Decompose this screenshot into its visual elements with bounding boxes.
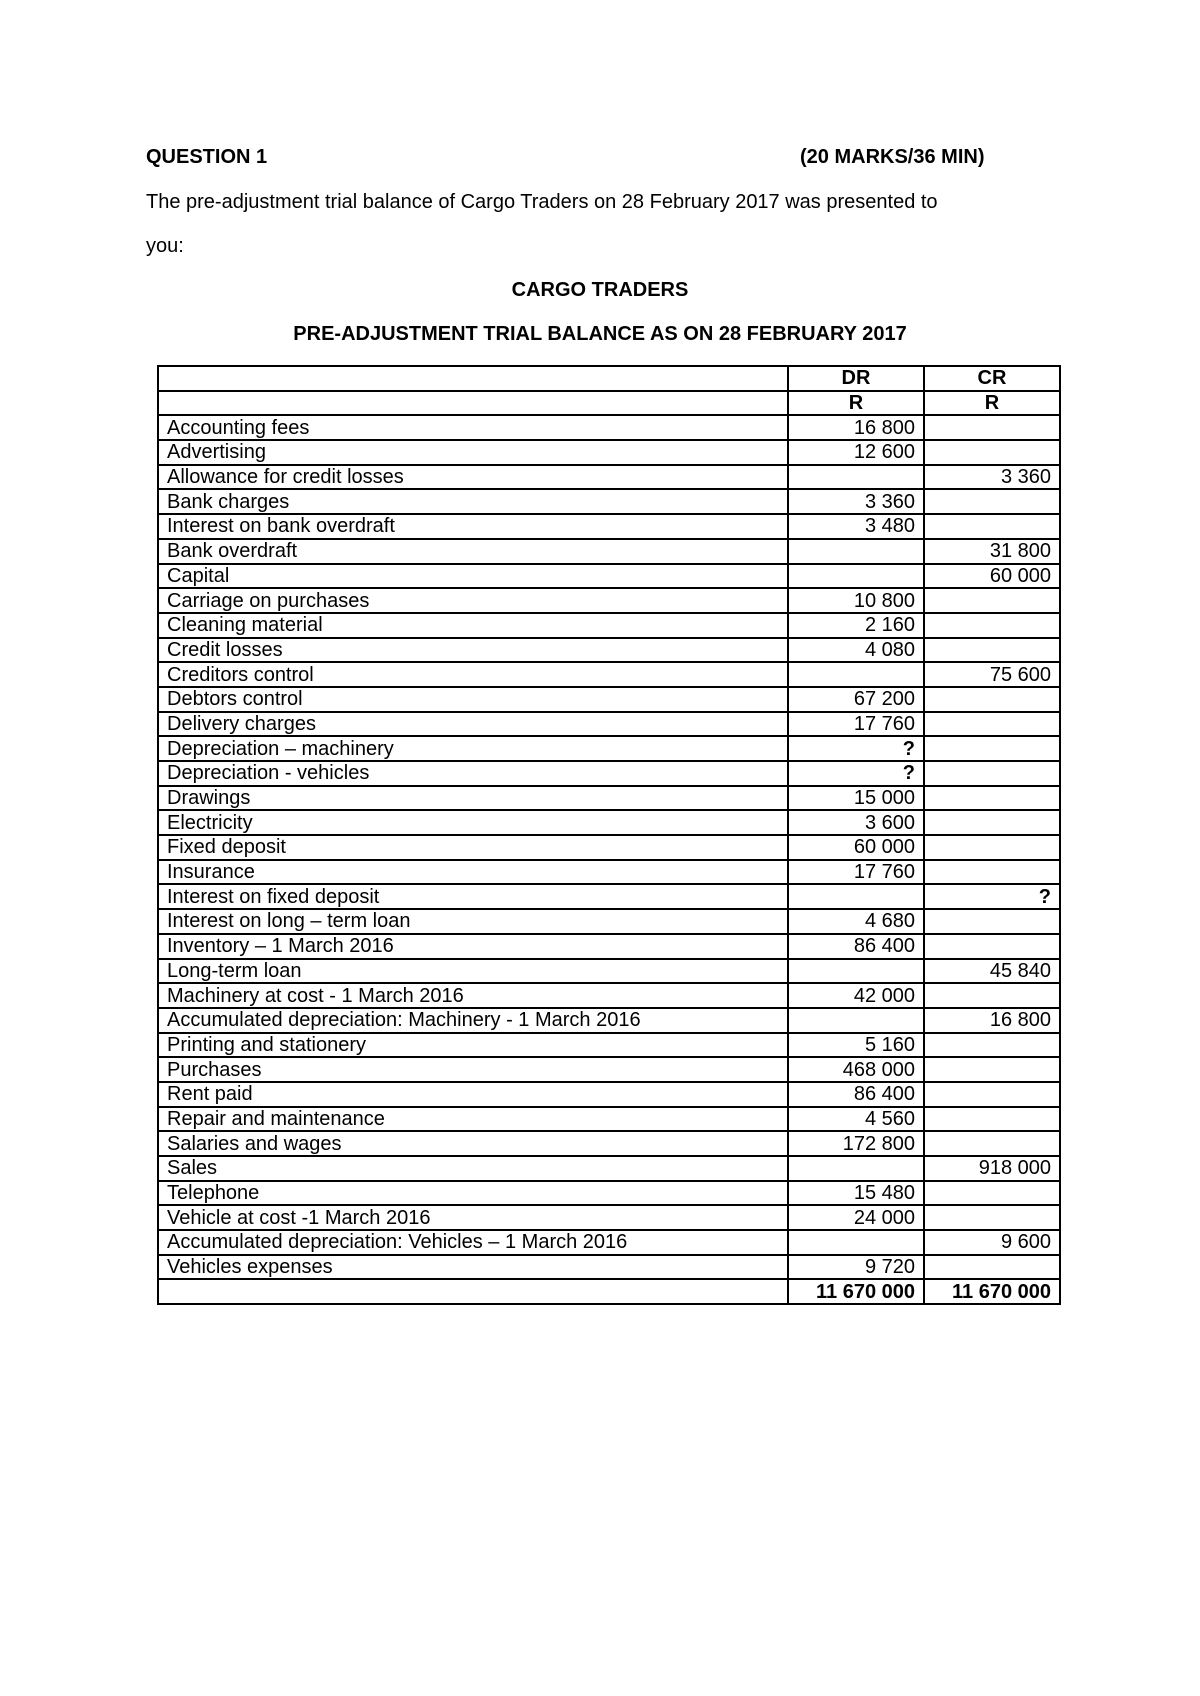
dr-cell [788,959,924,984]
account-cell: Insurance [158,860,788,885]
dr-cell: 3 360 [788,489,924,514]
table-row [158,564,1060,589]
table-row [158,588,1060,613]
table-row [158,638,1060,663]
table-row [158,1131,1060,1156]
cr-cell: 918 000 [924,1156,1060,1181]
dr-cell: ? [788,761,924,786]
account-cell: Interest on long – term loan [158,909,788,934]
dr-cell: 4 680 [788,909,924,934]
total-dr: 11 670 000 [788,1279,924,1304]
dr-cell: 86 400 [788,934,924,959]
table-row [158,415,1060,440]
table-row [158,1082,1060,1107]
account-cell: Rent paid [158,1082,788,1107]
account-cell: Purchases [158,1057,788,1082]
cr-cell [924,712,1060,737]
cr-cell [924,638,1060,663]
question-intro-line-1: The pre-adjustment trial balance of Cargo Traders on 28 February 2017 was presented to [146,191,938,213]
account-cell: Depreciation - vehicles [158,761,788,786]
cr-cell: 31 800 [924,539,1060,564]
dr-cell [788,564,924,589]
account-cell: Telephone [158,1181,788,1206]
cr-cell [924,1057,1060,1082]
dr-cell [788,1008,924,1033]
dr-cell: ? [788,736,924,761]
cr-cell [924,810,1060,835]
table-row [158,687,1060,712]
account-cell: Inventory – 1 March 2016 [158,934,788,959]
account-cell: Cleaning material [158,613,788,638]
table-row [158,1181,1060,1206]
table-row [158,736,1060,761]
dr-cell [788,884,924,909]
table-row [158,761,1060,786]
account-cell: Long-term loan [158,959,788,984]
account-cell: Creditors control [158,662,788,687]
account-cell: Advertising [158,440,788,465]
cr-cell [924,835,1060,860]
table-row [158,884,1060,909]
cr-cell: 75 600 [924,662,1060,687]
cr-cell [924,1181,1060,1206]
dr-cell: 67 200 [788,687,924,712]
table-row [158,1205,1060,1230]
account-cell: Repair and maintenance [158,1107,788,1132]
cr-cell: 45 840 [924,959,1060,984]
account-cell: Printing and stationery [158,1033,788,1058]
cr-cell [924,1107,1060,1132]
cr-cell: ? [924,884,1060,909]
table-row [158,514,1060,539]
table-row [158,1008,1060,1033]
header-account-cell [158,366,788,391]
totals-row [158,1279,1060,1304]
cr-cell [924,613,1060,638]
account-cell: Bank overdraft [158,539,788,564]
cr-cell [924,440,1060,465]
dr-cell [788,662,924,687]
dr-cell: 16 800 [788,415,924,440]
trial-balance-table [157,365,1061,1305]
table-row [158,489,1060,514]
account-cell: Salaries and wages [158,1131,788,1156]
question-marks: (20 MARKS/36 MIN) [800,146,985,168]
account-cell: Vehicles expenses [158,1255,788,1280]
cr-cell [924,415,1060,440]
cr-cell [924,514,1060,539]
account-cell: Fixed deposit [158,835,788,860]
cr-cell [924,786,1060,811]
account-cell: Accumulated depreciation: Vehicles – 1 March 2016 [158,1230,788,1255]
account-cell: Debtors control [158,687,788,712]
account-cell: Delivery charges [158,712,788,737]
account-cell: Capital [158,564,788,589]
account-cell: Credit losses [158,638,788,663]
table-row [158,1033,1060,1058]
cr-cell [924,1205,1060,1230]
trial-balance-title: PRE-ADJUSTMENT TRIAL BALANCE AS ON 28 FEBRUARY 2017 [293,323,907,345]
account-cell: Interest on bank overdraft [158,514,788,539]
account-cell: Vehicle at cost -1 March 2016 [158,1205,788,1230]
account-cell: Accounting fees [158,415,788,440]
dr-cell [788,1156,924,1181]
cr-cell: 9 600 [924,1230,1060,1255]
dr-cell: 4 080 [788,638,924,663]
cr-cell [924,1033,1060,1058]
dr-cell: 3 480 [788,514,924,539]
cr-cell [924,1082,1060,1107]
table-row [158,1057,1060,1082]
table-row [158,440,1060,465]
dr-cell: 60 000 [788,835,924,860]
table-row [158,983,1060,1008]
unit-cr: R [924,391,1060,416]
cr-cell [924,909,1060,934]
account-cell: Accumulated depreciation: Machinery - 1 March 2016 [158,1008,788,1033]
cr-cell: 60 000 [924,564,1060,589]
unit-account-cell [158,391,788,416]
account-cell: Sales [158,1156,788,1181]
table-row [158,810,1060,835]
table-row [158,712,1060,737]
dr-cell: 17 760 [788,712,924,737]
account-cell: Machinery at cost - 1 March 2016 [158,983,788,1008]
question-intro-line-2: you: [146,235,184,257]
table-row [158,1156,1060,1181]
header-cr: CR [924,366,1060,391]
dr-cell: 2 160 [788,613,924,638]
totals-label-cell [158,1279,788,1304]
unit-dr: R [788,391,924,416]
cr-cell [924,1255,1060,1280]
cr-cell [924,860,1060,885]
cr-cell [924,489,1060,514]
account-cell: Depreciation – machinery [158,736,788,761]
cr-cell: 3 360 [924,465,1060,490]
dr-cell: 15 480 [788,1181,924,1206]
unit-row [158,391,1060,416]
table-row [158,786,1060,811]
cr-cell [924,588,1060,613]
table-row [158,613,1060,638]
dr-cell [788,539,924,564]
account-cell: Drawings [158,786,788,811]
table-row [158,860,1060,885]
cr-cell [924,983,1060,1008]
dr-cell: 468 000 [788,1057,924,1082]
cr-cell [924,761,1060,786]
header-row [158,366,1060,391]
company-heading: CARGO TRADERS [511,279,689,301]
dr-cell: 24 000 [788,1205,924,1230]
account-cell: Allowance for credit losses [158,465,788,490]
dr-cell: 42 000 [788,983,924,1008]
cr-cell [924,687,1060,712]
dr-cell: 12 600 [788,440,924,465]
cr-cell [924,736,1060,761]
dr-cell [788,1230,924,1255]
table-row [158,1107,1060,1132]
table-row [158,835,1060,860]
dr-cell: 172 800 [788,1131,924,1156]
dr-cell: 15 000 [788,786,924,811]
header-dr: DR [788,366,924,391]
dr-cell: 4 560 [788,1107,924,1132]
dr-cell: 17 760 [788,860,924,885]
dr-cell: 5 160 [788,1033,924,1058]
table-row [158,539,1060,564]
cr-cell [924,934,1060,959]
table-row [158,909,1060,934]
dr-cell: 3 600 [788,810,924,835]
cr-cell: 16 800 [924,1008,1060,1033]
dr-cell: 10 800 [788,588,924,613]
account-cell: Carriage on purchases [158,588,788,613]
total-cr: 11 670 000 [924,1279,1060,1304]
account-cell: Bank charges [158,489,788,514]
table-row [158,934,1060,959]
table-row [158,959,1060,984]
dr-cell [788,465,924,490]
dr-cell: 86 400 [788,1082,924,1107]
question-title: QUESTION 1 [146,146,268,168]
dr-cell: 9 720 [788,1255,924,1280]
account-cell: Interest on fixed deposit [158,884,788,909]
table-row [158,662,1060,687]
table-row [158,1230,1060,1255]
account-cell: Electricity [158,810,788,835]
table-row [158,465,1060,490]
cr-cell [924,1131,1060,1156]
table-row [158,1255,1060,1280]
